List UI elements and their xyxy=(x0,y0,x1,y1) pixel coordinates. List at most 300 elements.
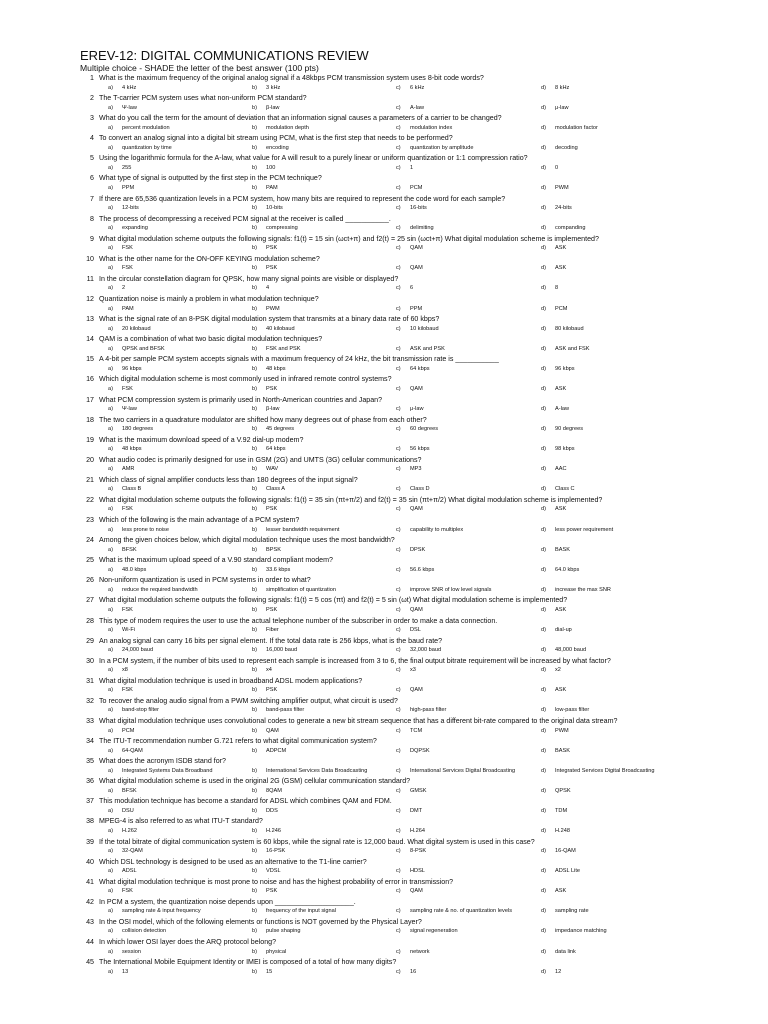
choice-text: 40 kilobaud xyxy=(266,325,295,332)
choice-letter[interactable]: b) xyxy=(252,466,257,473)
choice-letter[interactable]: b) xyxy=(252,205,257,212)
choice-letter[interactable]: c) xyxy=(396,124,401,131)
choice-letter[interactable]: a) xyxy=(108,948,113,955)
choice-text: band-stop filter xyxy=(122,707,160,714)
choice-letter[interactable]: a) xyxy=(108,365,113,372)
choice-letter[interactable]: b) xyxy=(252,687,257,694)
choice-text: x2 xyxy=(555,667,561,674)
choice-text: 64-QAM xyxy=(122,747,143,754)
choice-text: 96 kbps xyxy=(555,365,575,372)
answer-choices xyxy=(0,405,768,414)
question-item xyxy=(0,314,768,334)
choice-letter[interactable]: d) xyxy=(541,526,546,533)
choice-letter[interactable]: c) xyxy=(396,667,401,674)
choice-text: H.262 xyxy=(122,827,137,834)
choice-letter[interactable]: b) xyxy=(252,164,257,171)
choice-letter[interactable]: d) xyxy=(541,667,546,674)
choice-letter[interactable]: a) xyxy=(108,807,113,814)
choice-letter[interactable]: b) xyxy=(252,426,257,433)
question-item xyxy=(0,194,768,214)
choice-letter[interactable]: c) xyxy=(396,848,401,855)
choice-text: 15 xyxy=(266,968,273,975)
question-number: 37 xyxy=(86,797,94,806)
choice-text: AMR xyxy=(122,466,135,473)
choice-letter[interactable]: c) xyxy=(396,466,401,473)
choice-letter[interactable]: c) xyxy=(396,787,401,794)
choice-letter[interactable]: a) xyxy=(108,928,113,935)
choice-letter[interactable]: d) xyxy=(541,968,546,975)
choice-letter[interactable]: a) xyxy=(108,245,113,252)
choice-text: 32-QAM xyxy=(122,848,143,855)
choice-text: ADPCM xyxy=(266,747,287,754)
question-number: 19 xyxy=(86,435,94,444)
choice-letter[interactable]: c) xyxy=(396,385,401,392)
answer-choices xyxy=(0,284,768,293)
choice-text: quantization by amplitude xyxy=(410,144,474,151)
question-item xyxy=(0,334,768,354)
choice-letter[interactable]: b) xyxy=(252,406,257,412)
choice-letter[interactable]: a) xyxy=(108,848,113,855)
choice-letter[interactable]: d) xyxy=(541,888,546,895)
choice-letter[interactable]: c) xyxy=(396,325,401,332)
question-number: 39 xyxy=(86,837,94,846)
choice-text: 48.0 kbps xyxy=(122,566,147,573)
choice-text: PSK xyxy=(266,888,278,895)
choice-text: Ψ-law xyxy=(122,104,137,111)
question-item xyxy=(0,214,768,234)
choice-letter[interactable]: c) xyxy=(396,426,401,433)
choice-letter[interactable]: c) xyxy=(396,827,401,834)
choice-text: Class C xyxy=(555,486,575,493)
choice-letter[interactable]: d) xyxy=(541,385,546,392)
question-text: What digital modulation scheme outputs the following signals: f1(t) = 15 sin (ωct+π) and f2(t) = 25 sin (ωct+π) What digital modulation scheme is implemented? xyxy=(99,234,599,243)
question-text: In a PCM system, if the number of bits used to represent each sample is increased from 3 to 6, the final output bitrate requirement will be increased by what factor? xyxy=(99,656,611,665)
choice-letter[interactable]: b) xyxy=(252,285,257,292)
choice-letter[interactable]: b) xyxy=(252,727,257,734)
question-number: 23 xyxy=(86,516,94,525)
choice-letter[interactable]: d) xyxy=(541,446,546,453)
choice-letter[interactable]: c) xyxy=(396,205,401,212)
choice-letter[interactable]: a) xyxy=(108,184,113,191)
question-text: What is the maximum frequency of the original analog signal if a 48kbps PCM transmission system uses 8-bit code words? xyxy=(99,74,484,82)
choice-text: DSU xyxy=(122,807,134,814)
choice-letter[interactable]: b) xyxy=(252,908,257,915)
choice-text: delimiting xyxy=(410,225,434,232)
choice-letter[interactable]: d) xyxy=(541,225,546,232)
choice-letter[interactable]: c) xyxy=(396,627,401,634)
question-number: 5 xyxy=(90,154,94,163)
choice-text: Integrated Systems Data Broadband xyxy=(122,767,213,774)
question-item xyxy=(0,153,768,173)
choice-letter[interactable]: a) xyxy=(108,667,113,674)
choice-letter[interactable]: b) xyxy=(252,245,257,252)
choice-letter[interactable]: c) xyxy=(396,345,401,352)
answer-choices xyxy=(0,767,768,776)
choice-letter[interactable]: d) xyxy=(541,406,546,412)
choice-text: 100 xyxy=(266,164,276,171)
answer-choices xyxy=(0,807,768,816)
question-item xyxy=(0,716,768,736)
choice-letter[interactable]: a) xyxy=(108,687,113,694)
choice-letter[interactable]: d) xyxy=(541,767,546,774)
choice-letter[interactable]: d) xyxy=(541,827,546,834)
choice-letter[interactable]: b) xyxy=(252,667,257,674)
choice-letter[interactable]: b) xyxy=(252,968,257,975)
choice-letter[interactable]: b) xyxy=(252,707,257,714)
choice-letter[interactable]: a) xyxy=(108,707,113,714)
instructions: Multiple choice - SHADE the letter of the best answer (100 pts) xyxy=(80,63,319,73)
choice-letter[interactable]: d) xyxy=(541,184,546,191)
choice-text: physical xyxy=(266,948,287,955)
choice-letter[interactable]: b) xyxy=(252,104,257,111)
question-item xyxy=(0,776,768,796)
question-number: 36 xyxy=(86,777,94,786)
choice-letter[interactable]: c) xyxy=(396,727,401,734)
choice-letter[interactable]: c) xyxy=(396,606,401,613)
choice-text: 255 xyxy=(122,164,132,171)
choice-letter[interactable]: c) xyxy=(396,365,401,372)
choice-letter[interactable]: d) xyxy=(541,948,546,955)
choice-letter[interactable]: d) xyxy=(541,506,546,513)
choice-letter[interactable]: a) xyxy=(108,888,113,895)
question-number: 25 xyxy=(86,556,94,565)
choice-letter[interactable]: c) xyxy=(396,164,401,171)
choice-text: 48 kbps xyxy=(266,365,286,372)
question-item xyxy=(0,676,768,696)
answer-choices xyxy=(0,345,768,354)
choice-text: AAC xyxy=(555,466,567,473)
question-number: 38 xyxy=(86,817,94,826)
choice-letter[interactable]: c) xyxy=(396,948,401,955)
choice-letter[interactable]: a) xyxy=(108,84,113,91)
choice-letter[interactable]: c) xyxy=(396,968,401,975)
question-item xyxy=(0,736,768,756)
choice-letter[interactable]: c) xyxy=(396,446,401,453)
choice-text: FSK xyxy=(122,245,133,252)
choice-letter[interactable]: c) xyxy=(396,245,401,252)
choice-letter[interactable]: a) xyxy=(108,164,113,171)
choice-letter[interactable]: b) xyxy=(252,365,257,372)
choice-text: HDSL xyxy=(410,868,425,875)
choice-letter[interactable]: c) xyxy=(396,104,401,111)
choice-text: 16 xyxy=(410,968,417,975)
choice-text: modulation index xyxy=(410,124,453,131)
choice-letter[interactable]: a) xyxy=(108,466,113,473)
choice-letter[interactable]: d) xyxy=(541,486,546,493)
choice-letter[interactable]: b) xyxy=(252,345,257,352)
choice-letter[interactable]: a) xyxy=(108,566,113,573)
choice-letter[interactable]: c) xyxy=(396,888,401,895)
choice-letter[interactable]: b) xyxy=(252,627,257,634)
question-text: Which of the following is the main advantage of a PCM system? xyxy=(99,516,300,525)
choice-letter[interactable]: a) xyxy=(108,446,113,453)
choice-letter[interactable]: d) xyxy=(541,747,546,754)
choice-letter[interactable]: b) xyxy=(252,848,257,855)
choice-letter[interactable]: d) xyxy=(541,265,546,272)
answer-choices xyxy=(0,827,768,836)
question-item xyxy=(0,897,768,917)
choice-text: BASK xyxy=(555,546,570,553)
choice-text: International Services Data Broadcasting xyxy=(266,767,368,774)
choice-letter[interactable]: a) xyxy=(108,727,113,734)
choice-letter[interactable]: d) xyxy=(541,928,546,935)
choice-letter[interactable]: a) xyxy=(108,506,113,513)
choice-letter[interactable]: d) xyxy=(541,586,546,593)
choice-letter[interactable]: b) xyxy=(252,888,257,895)
choice-letter[interactable]: a) xyxy=(108,285,113,292)
choice-letter[interactable]: a) xyxy=(108,747,113,754)
choice-letter[interactable]: c) xyxy=(396,546,401,553)
question-item xyxy=(0,455,768,475)
question-list xyxy=(0,73,768,977)
choice-letter[interactable]: b) xyxy=(252,265,257,272)
choice-letter[interactable]: c) xyxy=(396,144,401,151)
choice-text: lesser bandwidth requirement xyxy=(266,526,340,533)
choice-letter[interactable]: c) xyxy=(396,647,401,654)
choice-letter[interactable]: d) xyxy=(541,245,546,252)
choice-letter[interactable]: d) xyxy=(541,707,546,714)
choice-text: QAM xyxy=(266,727,279,734)
choice-letter[interactable]: b) xyxy=(252,325,257,332)
choice-text: 4 xyxy=(266,285,270,292)
choice-text: 8 xyxy=(555,285,559,292)
choice-text: PSK xyxy=(266,245,278,252)
choice-text: x3 xyxy=(410,667,416,674)
choice-letter[interactable]: d) xyxy=(541,345,546,352)
choice-letter[interactable]: a) xyxy=(108,486,113,493)
choice-letter[interactable]: a) xyxy=(108,265,113,272)
choice-letter[interactable]: a) xyxy=(108,586,113,593)
choice-letter[interactable]: d) xyxy=(541,606,546,613)
choice-text: PSK xyxy=(266,687,278,694)
choice-letter[interactable]: a) xyxy=(108,767,113,774)
choice-letter[interactable]: b) xyxy=(252,827,257,834)
choice-text: Fiber xyxy=(266,627,279,634)
choice-letter[interactable]: d) xyxy=(541,647,546,654)
choice-text: improve SNR of low level signals xyxy=(410,586,492,593)
choice-letter[interactable]: a) xyxy=(108,526,113,533)
choice-letter[interactable]: c) xyxy=(396,225,401,232)
choice-letter[interactable]: d) xyxy=(541,546,546,553)
question-number: 42 xyxy=(86,897,94,906)
choice-text: reduce the required bandwidth xyxy=(122,586,198,593)
question-item xyxy=(0,133,768,153)
choice-text: DPSK xyxy=(410,546,426,553)
choice-letter[interactable]: a) xyxy=(108,968,113,975)
choice-text: ASK xyxy=(555,888,567,895)
choice-letter[interactable]: b) xyxy=(252,948,257,955)
choice-letter[interactable]: d) xyxy=(541,807,546,814)
choice-text: signal regeneration xyxy=(410,928,458,935)
choice-letter[interactable]: d) xyxy=(541,566,546,573)
choice-letter[interactable]: c) xyxy=(396,84,401,91)
choice-letter[interactable]: b) xyxy=(252,184,257,191)
answer-choices xyxy=(0,747,768,756)
choice-letter[interactable]: a) xyxy=(108,205,113,212)
choice-text: TCM xyxy=(410,727,423,734)
choice-text: TDM xyxy=(555,807,568,814)
choice-letter[interactable]: c) xyxy=(396,586,401,593)
choice-letter[interactable]: b) xyxy=(252,144,257,151)
answer-choices xyxy=(0,546,768,555)
choice-letter[interactable]: a) xyxy=(108,546,113,553)
choice-letter[interactable]: b) xyxy=(252,868,257,875)
choice-letter[interactable]: d) xyxy=(541,687,546,694)
choice-letter[interactable]: a) xyxy=(108,606,113,613)
choice-letter[interactable]: a) xyxy=(108,104,113,111)
choice-text: ASK xyxy=(555,687,567,694)
choice-letter[interactable]: b) xyxy=(252,606,257,613)
answer-choices xyxy=(0,325,768,334)
choice-letter[interactable]: d) xyxy=(541,426,546,433)
choice-letter[interactable]: b) xyxy=(252,446,257,453)
choice-text: data link xyxy=(555,948,576,955)
question-text: Which class of signal amplifier conducts less than 180 degrees of the input signal? xyxy=(99,475,358,484)
choice-letter[interactable]: c) xyxy=(396,687,401,694)
choice-letter[interactable]: a) xyxy=(108,908,113,915)
choice-text: x8 xyxy=(122,667,128,674)
question-text: What digital modulation scheme outputs the following signals: f1(t) = 35 sin (πt+π/2) and f2(t) = 35 sin (πt+π/2) What digital modulation scheme is implemented? xyxy=(99,495,603,504)
answer-choices xyxy=(0,124,768,133)
choice-text: PSK xyxy=(266,265,278,272)
choice-letter[interactable]: d) xyxy=(541,84,546,91)
choice-letter[interactable]: a) xyxy=(108,627,113,634)
question-number: 35 xyxy=(86,757,94,766)
choice-letter[interactable]: b) xyxy=(252,767,257,774)
choice-letter[interactable]: a) xyxy=(108,225,113,232)
choice-letter[interactable]: d) xyxy=(541,164,546,171)
choice-letter[interactable]: a) xyxy=(108,426,113,433)
choice-letter[interactable]: c) xyxy=(396,406,401,412)
choice-letter[interactable]: d) xyxy=(541,124,546,131)
choice-letter[interactable]: b) xyxy=(252,928,257,935)
choice-letter[interactable]: d) xyxy=(541,365,546,372)
question-text: The ITU-T recommendation number G.721 refers to what digital communication system? xyxy=(99,737,377,746)
choice-text: pulse shaping xyxy=(266,928,301,935)
choice-letter[interactable]: b) xyxy=(252,526,257,533)
choice-letter[interactable]: c) xyxy=(396,486,401,493)
choice-text: 24-bits xyxy=(555,205,572,212)
choice-letter[interactable]: c) xyxy=(396,566,401,573)
choice-letter[interactable]: b) xyxy=(252,787,257,794)
choice-letter[interactable]: a) xyxy=(108,868,113,875)
choice-letter[interactable]: a) xyxy=(108,345,113,352)
choice-letter[interactable]: c) xyxy=(396,707,401,714)
choice-letter[interactable]: a) xyxy=(108,647,113,654)
choice-letter[interactable]: d) xyxy=(541,908,546,915)
choice-letter[interactable]: b) xyxy=(252,124,257,131)
choice-text: sampling rate & no. of quantization levels xyxy=(410,908,512,915)
choice-letter[interactable]: b) xyxy=(252,807,257,814)
question-text: In which lower OSI layer does the ARQ protocol belong? xyxy=(99,938,277,947)
choice-text: 0 xyxy=(555,164,559,171)
choice-letter[interactable]: c) xyxy=(396,807,401,814)
choice-letter[interactable]: d) xyxy=(541,325,546,332)
question-text: What digital modulation technique is used in broadband ADSL modem applications? xyxy=(99,676,363,685)
choice-letter[interactable]: d) xyxy=(541,727,546,734)
choice-letter[interactable]: a) xyxy=(108,827,113,834)
choice-letter[interactable]: b) xyxy=(252,647,257,654)
answer-choices xyxy=(0,305,768,314)
answer-choices xyxy=(0,907,768,916)
choice-letter[interactable]: c) xyxy=(396,868,401,875)
choice-letter[interactable]: d) xyxy=(541,205,546,212)
choice-text: PCM xyxy=(122,727,135,734)
choice-letter[interactable]: a) xyxy=(108,144,113,151)
choice-letter[interactable]: b) xyxy=(252,305,257,312)
question-item xyxy=(0,616,768,636)
choice-letter[interactable]: c) xyxy=(396,526,401,533)
choice-letter[interactable]: a) xyxy=(108,406,113,412)
choice-letter[interactable]: b) xyxy=(252,566,257,573)
choice-text: high-pass filter xyxy=(410,707,447,714)
choice-letter[interactable]: b) xyxy=(252,546,257,553)
choice-text: GMSK xyxy=(410,787,427,794)
choice-text: 80 kilobaud xyxy=(555,325,584,332)
question-text: What digital modulation scheme outputs the following signals: f1(t) = 5 cos (πt) and f2(t) = 5 sin (ωt) What digital modulation scheme is implemented? xyxy=(99,596,568,605)
choice-letter[interactable]: d) xyxy=(541,868,546,875)
choice-letter[interactable]: d) xyxy=(541,848,546,855)
choice-text: FSK xyxy=(122,385,133,392)
choice-letter[interactable]: d) xyxy=(541,627,546,634)
choice-text: low-pass filter xyxy=(555,707,590,714)
question-number: 3 xyxy=(90,114,94,123)
choice-letter[interactable]: c) xyxy=(396,747,401,754)
question-item xyxy=(0,837,768,857)
choice-letter[interactable]: d) xyxy=(541,787,546,794)
choice-letter[interactable]: d) xyxy=(541,144,546,151)
choice-letter[interactable]: c) xyxy=(396,908,401,915)
choice-letter[interactable]: b) xyxy=(252,586,257,593)
choice-letter[interactable]: a) xyxy=(108,787,113,794)
question-text: What digital modulation scheme is used in the original 2G (GSM) cellular communication standard? xyxy=(99,777,411,786)
choice-text: PWM xyxy=(266,305,280,312)
answer-choices xyxy=(0,184,768,193)
question-number: 31 xyxy=(86,676,94,685)
choice-letter[interactable]: a) xyxy=(108,385,113,392)
choice-letter[interactable]: a) xyxy=(108,124,113,131)
choice-letter[interactable]: b) xyxy=(252,225,257,232)
question-number: 40 xyxy=(86,857,94,866)
choice-letter[interactable]: c) xyxy=(396,265,401,272)
question-text: A 4-bit per sample PCM system accepts signals with a maximum frequency of 24 kHz, the bit transmission rate is ___________ xyxy=(99,355,499,364)
choice-letter[interactable]: c) xyxy=(396,285,401,292)
choice-letter[interactable]: b) xyxy=(252,506,257,513)
choice-letter[interactable]: d) xyxy=(541,305,546,312)
choice-letter[interactable]: a) xyxy=(108,325,113,332)
choice-letter[interactable]: c) xyxy=(396,506,401,513)
question-text: MPEG-4 is also referred to as what ITU-T standard? xyxy=(99,817,263,826)
choice-text: BASK xyxy=(555,747,570,754)
choice-letter[interactable]: b) xyxy=(252,84,257,91)
choice-letter[interactable]: b) xyxy=(252,385,257,392)
question-item xyxy=(0,113,768,133)
choice-letter[interactable]: c) xyxy=(396,305,401,312)
question-item xyxy=(0,73,768,93)
choice-text: ASK and FSK xyxy=(555,345,590,352)
choice-letter[interactable]: c) xyxy=(396,928,401,935)
choice-text: FSK xyxy=(122,265,133,272)
choice-letter[interactable]: d) xyxy=(541,104,546,111)
choice-letter[interactable]: d) xyxy=(541,466,546,473)
choice-text: A-law xyxy=(555,406,569,412)
choice-letter[interactable]: a) xyxy=(108,305,113,312)
choice-letter[interactable]: b) xyxy=(252,486,257,493)
choice-letter[interactable]: d) xyxy=(541,285,546,292)
choice-letter[interactable]: b) xyxy=(252,747,257,754)
choice-letter[interactable]: c) xyxy=(396,767,401,774)
choice-letter[interactable]: c) xyxy=(396,184,401,191)
